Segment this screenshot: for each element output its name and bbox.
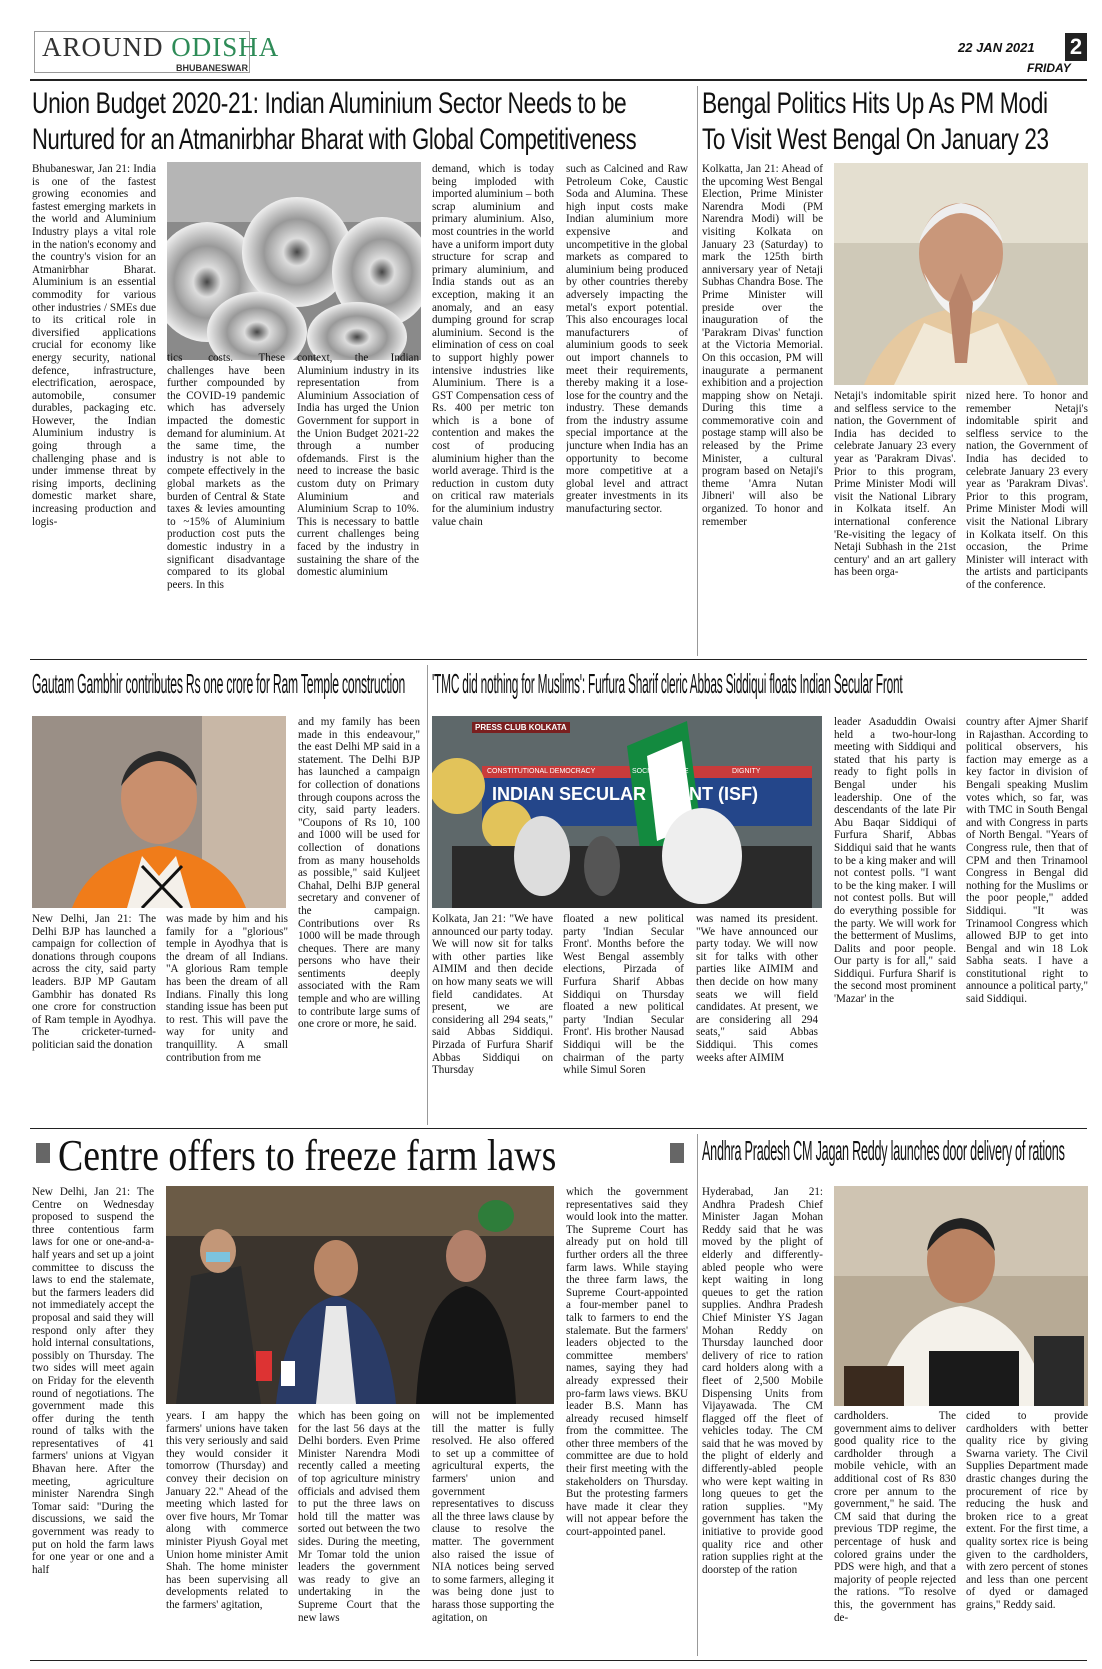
issue-weekday: FRIDAY	[1027, 61, 1071, 75]
masthead-rule	[30, 79, 1087, 81]
story4-column-2: floated a new political party 'Indian Secular Front'. Months before the West Bengal assembly elections, Pirzada of Furfura Sharif Abbas Siddiqui on Thursday floated a new political party 'Indian Secular Front'. His brother Nausad Siddiqui will be the chairman of the party while Simul Soren	[563, 913, 684, 1077]
column-divider	[697, 1134, 698, 1656]
story1-headline-line2: Nurtured for an Atmanirbhar Bharat with Global Competitiveness	[32, 123, 637, 156]
story6-headline: Andhra Pradesh CM Jagan Reddy launches door delivery of rations	[702, 1135, 1065, 1166]
story6-column-3: cided to provide cardholders with better quality rice by giving Swarna variety. The Civil Supplies Department made drastic changes during the procurement of rice by reducing the husk and broken rice to a great extent. For the first time, a quality sortex rice is being given to the cardholders, with zero percent of stones and less than one percent of dyed or damaged grains," Reddy said.	[966, 1410, 1088, 1611]
story1-column-5: such as Calcined and Raw Petroleum Coke, Caustic Soda and Alumina. These high input costs make Indian aluminium more expensive and uncompetitive in the global markets as compared to aluminium being produced by other countries thereby adversely impacting the metal's export potential. This also encourages local manufacturers of aluminium goods to seek out import channels to meet their requirements, thereby making it a lose-lose for the country and the industry. These demands from the industry assume special importance at the juncture when India has an opportunity to become more competitive at a global level and attract greater investments in its manufacturing sector.	[566, 163, 688, 516]
headline-marker	[36, 1143, 50, 1163]
isf-banner-text: INDIAN SECULAR FRONT (ISF)	[492, 784, 758, 804]
story4-column-1: Kolkata, Jan 21: "We have announced our party today. We will now sit for talks with other parties like AIMIM and then decide on how many seats we will field candidates. At present, we are considering all 294 seats," said Abbas Siddiqui. Pirzada of Furfura Sharif Abbas Siddiqui on Thursday	[432, 913, 553, 1077]
story2-headline-line2: To Visit West Bengal On January 23	[702, 123, 1049, 156]
farm-laws-meeting-photo	[166, 1186, 554, 1404]
isf-launch-photo	[432, 716, 822, 908]
story4-headline: 'TMC did nothing for Muslims': Furfura Sharif cleric Abbas Siddiqui floats Indian Secular Front	[432, 668, 903, 699]
banner-caption-right: DIGNITY	[732, 768, 761, 775]
story4-column-5: country after Ajmer Sharif in Rajasthan. According to political observers, his faction may emerge as a key factor in division of Bengali speaking Muslim votes which, so far, was with TMC in South Bengal and with Congress in parts of North Bengal. "Years of Congress rule, then that of CPM and then Trinamool Congress in Bengal did nothing for the Muslims or the poor people," added Siddiqui. "It was Trinamool Congress which allowed BJP to get into Bengal and win 18 Lok Sabha seats. I have a constitutional right to announce a political party," said Siddiqui.	[966, 716, 1088, 1006]
story3-headline: Gautam Gambhir contributes Rs one crore for Ram Temple construction	[32, 668, 406, 699]
footer-rule	[30, 1660, 1087, 1661]
story5-column-1: New Delhi, Jan 21: The Centre on Wednesday proposed to suspend the three contentious farm laws for one or one-and-a-half years and set up a joint committee to discuss the laws to end the stalemate, but the farmers leaders did not immediately accept the proposal and said they will respond only after they hold internal consultations, possibly on Thursday. The two sides will meet again on Friday for the eleventh round of negotiations. The government made this offer during the tenth round of talks with the representatives of 41 farmers' unions at Vigyan Bhavan here. After the meeting, agriculture minister Narendra Singh Tomar said: "During the discussions, we said the government was ready to put on hold the farm laws for one year or one and a half	[32, 1186, 154, 1576]
banner-caption-left: CONSTITUTIONAL DEMOCRACY	[487, 768, 596, 775]
modi-photo	[834, 163, 1088, 385]
story6-column-1: Hyderabad, Jan 21: Andhra Pradesh Chief Minister Jagan Mohan Reddy said that he was moved by the plight of elderly and differently-abled people who were kept waiting in long queues to get the ration supplies. Andhra Pradesh Chief Minister YS Jagan Mohan Reddy on Thursday launched door delivery of rice to ration card holders along with a fleet of 2,500 Mobile Dispensing Units from Vijayawada. The CM flagged off the fleet of vehicles today. The CM said that he was moved by the plight of elderly and differently-abled people who were kept waiting in long queues to get the ration supplies. "My government has taken the initiative to provide good quality rice and other ration supplies right at the doorstep of the ration	[702, 1186, 823, 1576]
story5-column-5: which the government representatives said they would look into the matter. The Supreme Court has already put on hold till further orders all the three farm laws. While staying the three farm laws, the Supreme Court-appointed a four-member panel to talk to farmers to end the stalemate. But the farmers' leaders objected to the committee members' names, saying they had already expressed their pro-farm laws views. BKU leader B.S. Mann has already recused himself from the committee. The other three members of the committee are due to hold their first meeting with the stakeholders on Thursday. But the protesting farmers have made it clear they will not appear before the court-appointed panel.	[566, 1186, 688, 1539]
story1-column-3: context, the Indian Aluminium industry in its representation from Aluminium Association of India has urged the Union Government for support in the Union Budget 2021-22 through a number ofdemands. First is the need to increase the basic custom duty on Primary Aluminium and Aluminium Scrap to 10%. This is necessary to battle current challenges being faced by the industry in sustaining the share of the domestic aluminium	[297, 352, 419, 579]
story5-column-2: years. I am happy the farmers' unions have taken this very seriously and said they would consider it tomorrow (Thursday) and convey their decision on January 22." Ahead of the meeting which lasted for over five hours, Mr Tomar along with commerce minister Piyush Goyal met Union home minister Amit Shah. The home minister has been supervising all developments related to the farmers' agitation,	[166, 1410, 288, 1611]
story5-headline: Centre offers to freeze farm laws	[58, 1131, 557, 1180]
column-divider	[697, 86, 698, 656]
story6-column-2: cardholders. The government aims to deliver good quality rice to the cardholder through a mobile vehicle, with an additional cost of Rs 830 crore per annum to the government," he said. The CM said that during the previous TDP regime, the percentage of husk and colored grains under the PDS were high, and that a majority of people rejected the rations. "To resolve this, the government has de-	[834, 1410, 956, 1624]
story3-column-3: and my family has been made in this endeavour," the east Delhi MP said in a statement. The Delhi BJP has launched a campaign for collection of donations through coupons across the city, said party leaders. "Coupons of Rs 10, 100 and 1000 will be used for collection of donations from as many households as possible," said Kuljeet Chahal, Delhi BJP general secretary and convener of the campaign. Contributions over Rs 1000 will be made through cheques. There are many persons who have their sentiments deeply associated with the Ram temple and who are willing to contribute large sums of one crore or more, he said.	[298, 716, 420, 1031]
issue-date: 22 JAN 2021	[958, 40, 1035, 55]
story3-column-1: New Delhi, Jan 21: The Delhi BJP has launched a campaign for collection of donations through coupons across the city, said party leaders. BJP MP Gautam Gambhir has donated Rs one crore for construction of Ram temple in Ayodhya. The cricketer-turned-politician said the donation	[32, 913, 156, 1051]
masthead-edition: BHUBANESWAR	[176, 63, 248, 73]
jagan-reddy-photo	[834, 1186, 1088, 1406]
press-club-sign: PRESS CLUB KOLKATA	[472, 722, 570, 733]
headline-marker	[670, 1143, 684, 1163]
story2-column-3: nized here. To honor and remember Netaji's indomitable spirit and selfless service to the nation, the Government of India has decided to celebrate January 23 every year as 'Parakram Divas'. Prior to this program, Prime Minister Modi will visit the National Library in Kolkata itself. On this occasion, the Prime Minister will interact with the artists and participants of the conference.	[966, 390, 1088, 591]
story2-headline-line1: Bengal Politics Hits Up As PM Modi	[702, 87, 1048, 120]
masthead-logo: AROUND ODISHA	[42, 32, 280, 62]
section-rule	[30, 659, 1087, 660]
story1-column-4: demand, which is today being imploded with imported aluminium – both scrap aluminium and primary aluminium. Also, most countries in the world have a uniform import duty structure for scrap and primary aluminium, and India stands out as an exception, making it an anomaly, and an easy dumping ground for scrap aluminium. Second is the elimination of cess on coal to support highly power intensive industries like Aluminium. There is a GST Compensation cess of Rs. 400 per metric ton which is a bone of contention and makes the cost of producing aluminium higher than the world average. Third is the reduction in custom duty on critical raw materials for the aluminium industry value chain	[432, 163, 554, 528]
story4-column-4: leader Asaduddin Owaisi held a two-hour-long meeting with Siddiqui and stated that his party is ready to fight polls in Bengal under his leadership. One of the descendants of the late Pir Abu Baqar Siddiqui of Furfura Sharif, Abbas Siddiqui said that he wants to be a king maker and will not contest polls. "I want to be the king maker. I will not contest polls. But will do everything possible for the party. We will work for the betterment of Muslims, Dalits and poor people. Our party is for all," said Siddiqui. Furfura Sharif is the second most prominent 'Mazar' in the	[834, 716, 956, 1006]
aluminium-coils-photo	[167, 162, 421, 360]
story3-column-2: was made by him and his family for a "glorious" temple in Ayodhya that is the dream of all Indians. "A glorious Ram temple has been the dream of all Indians. Finally this long standing issue has been put to rest. This will pave the way for unity and tranquillity. A small contribution from me	[166, 913, 288, 1064]
story2-column-1: Kolkatta, Jan 21: Ahead of the upcoming West Bengal Election, Prime Minister Narendra Modi (PM Narendra Modi) will be visiting Kolkata on January 23 (Saturday) to mark the 125th birth anniversary year of Netaji Subhas Chandra Bose. The Prime Minister will preside over the inauguration of the 'Parakram Divas' function at the Victoria Memorial. On this occasion, PM will inaugurate a permanent exhibition and a projection mapping show on Netaji. During this time a commemorative coin and postage stamp will also be released by the Prime Minister, a cultural program based on Netaji's theme 'Amra Nutan Jibneri' will also be organized. To honor and remember	[702, 163, 823, 528]
story1-column-1: Bhubaneswar, Jan 21: India is one of the fastest growing economies and fastest emerging markets in the world and Aluminium Industry plays a vital role in the nation's economy and the country's vision for an Atmanirbhar Bharat. Aluminium is an essential commodity for various other industries / SMEs due to its critical role in diversified applications crucial for economy like energy security, national defence, infrastructure, electrification, aerospace, automobile, consumer durables, packaging etc. However, the Indian Aluminium industry is going through a challenging phase and is under immense threat by rising imports, declining domestic market share, increasing production and logis-	[32, 163, 156, 528]
story2-column-2: Netaji's indomitable spirit and selfless service to the nation, the Government of India has decided to celebrate January 23 every year as 'Parakram Divas'. Prior to this program, Prime Minister Modi will visit the National Library in Kolkata itself. An international conference 'Re-visiting the legacy of Netaji Subhash in the 21st century' and an art gallery has been orga-	[834, 390, 956, 579]
story5-column-4: will not be implemented till the matter is fully resolved. He also offered to set up a committee of agricultural experts, the farmers' union and government representatives to discuss all the three laws clause by clause to resolve the matter. The government also raised the issue of NIA notices being served to some farmers, alleging it was being done just to harass those supporting the agitation, on	[432, 1410, 554, 1624]
banner-caption-mid: SOCIAL JUSTICE	[632, 768, 689, 775]
column-divider	[427, 665, 428, 1125]
story4-column-3: was named its president. "We have announced our party today. We will now sit for talks with other parties like AIMIM and then decide on how many seats we will field candidates. At present, we are considering all 294 seats," said Abbas Siddiqui. This comes weeks after AIMIM	[696, 913, 818, 1064]
story1-headline-line1: Union Budget 2020-21: Indian Aluminium Sector Needs to be	[32, 87, 627, 120]
story5-column-3: which has been going on for the last 56 days at the Delhi borders. Even Prime Minister Narendra Modi recently called a meeting of top agriculture ministry officials and advised them to put the three laws on hold till the matter was sorted out between the two sides. During the meeting, Mr Tomar told the union leaders the government was ready to give an undertaking in the Supreme Court that the new laws	[298, 1410, 420, 1624]
gambhir-photo	[32, 716, 286, 908]
page-number: 2	[1065, 33, 1087, 61]
story1-column-2: tics costs. These challenges have been further compounded by the COVID-19 pandemic which has adversely impacted the domestic demand for aluminium. At the same time, the industry is not able to compete effectively in the global markets as the burden of Central & State taxes & levies amounting to ~15% of Aluminium production cost puts the domestic industry in a significant disadvantage compared to its global peers. In this	[167, 352, 285, 591]
section-rule	[30, 1128, 1087, 1129]
